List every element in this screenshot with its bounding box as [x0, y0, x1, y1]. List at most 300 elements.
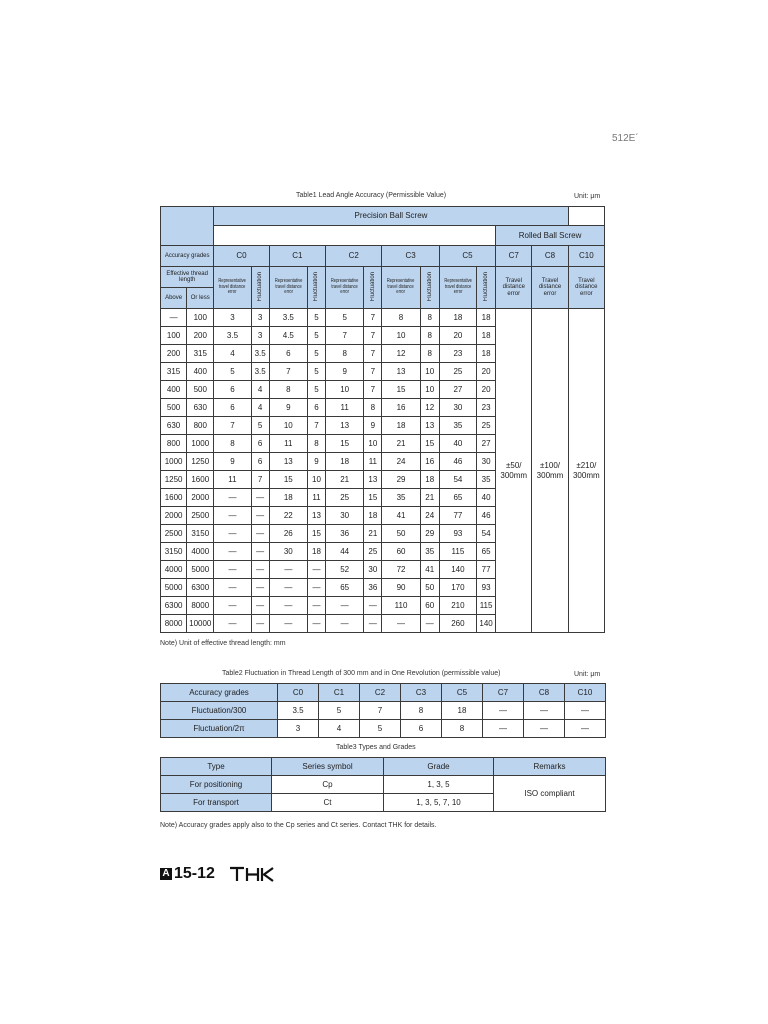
- table-cell: 5: [214, 363, 251, 381]
- table1-corner: [161, 207, 214, 246]
- table-cell: 6: [401, 720, 442, 738]
- above-cell: 3150: [161, 543, 187, 561]
- c2-fluct-header: Fluctuation: [364, 267, 382, 309]
- table-cell: 6: [307, 399, 325, 417]
- c5-fluct-header: Fluctuation: [477, 267, 496, 309]
- table-cell: —: [214, 489, 251, 507]
- table-cell: 24: [420, 507, 439, 525]
- table-cell: 30: [269, 543, 307, 561]
- table-cell: 3.5: [251, 345, 269, 363]
- table-row: [161, 309, 605, 327]
- table-cell: 29: [420, 525, 439, 543]
- grade-header: Grade: [384, 758, 494, 776]
- table-cell: 16: [420, 453, 439, 471]
- table1-unit: Unit: μm: [574, 193, 601, 200]
- grade-c1-header: C1: [269, 246, 325, 267]
- grade-c0-header: C0: [214, 246, 269, 267]
- table-cell: 3: [278, 720, 319, 738]
- table1-body: [161, 309, 605, 633]
- table-cell: 46: [477, 507, 496, 525]
- table-cell: 18: [269, 489, 307, 507]
- table-cell: 60: [382, 543, 420, 561]
- table-cell: 140: [477, 615, 496, 633]
- table-cell: 21: [382, 435, 420, 453]
- table-cell: 7: [269, 363, 307, 381]
- table-cell: 30: [477, 453, 496, 471]
- table-cell: 6: [214, 399, 251, 417]
- table-cell: 20: [477, 363, 496, 381]
- table-cell: 6: [269, 345, 307, 363]
- table-cell: 13: [269, 453, 307, 471]
- grade-positioning: 1, 3, 5: [384, 776, 494, 794]
- above-cell: 1000: [161, 453, 187, 471]
- table-cell: 30: [439, 399, 476, 417]
- table-cell: 3: [251, 327, 269, 345]
- table-cell: 35: [477, 471, 496, 489]
- table-cell: —: [565, 702, 606, 720]
- table2-grade-header: C0: [278, 684, 319, 702]
- or-less-cell: 200: [187, 327, 214, 345]
- or-less-cell: 315: [187, 345, 214, 363]
- table-cell: 30: [326, 507, 364, 525]
- table-cell: 13: [382, 363, 420, 381]
- table-cell: 7: [364, 327, 382, 345]
- table2-caption: Table2 Fluctuation in Thread Length of 300 mm and in One Revolution (permissible value): [222, 670, 501, 677]
- table-cell: —: [307, 579, 325, 597]
- c0-rep-header: Representative travel distance error: [214, 267, 251, 309]
- table-cell: 7: [364, 381, 382, 399]
- table-cell: —: [251, 543, 269, 561]
- above-cell: 1600: [161, 489, 187, 507]
- table-cell: —: [269, 561, 307, 579]
- table-cell: 9: [214, 453, 251, 471]
- rolled-travel-error-c10: ±210/ 300mm: [568, 309, 604, 633]
- table-cell: 6: [251, 453, 269, 471]
- table-cell: 10: [382, 327, 420, 345]
- fluctuation-300-label: Fluctuation/300: [161, 702, 278, 720]
- c1-rep-header: Representative travel distance error: [269, 267, 307, 309]
- table-cell: 15: [382, 381, 420, 399]
- table-cell: 25: [477, 417, 496, 435]
- table-cell: 8: [382, 309, 420, 327]
- table-cell: 7: [214, 417, 251, 435]
- table-cell: 9: [364, 417, 382, 435]
- table-cell: 5: [251, 417, 269, 435]
- table-row: [161, 776, 606, 794]
- table-cell: 40: [439, 435, 476, 453]
- table-cell: —: [307, 597, 325, 615]
- table-cell: 20: [477, 381, 496, 399]
- grade-c5-header: C5: [439, 246, 495, 267]
- table-cell: 8: [214, 435, 251, 453]
- table-cell: 44: [326, 543, 364, 561]
- table-cell: 5: [326, 309, 364, 327]
- table-cell: 11: [307, 489, 325, 507]
- table-cell: 140: [439, 561, 476, 579]
- section-letter-badge: A: [160, 868, 172, 880]
- table-cell: 26: [269, 525, 307, 543]
- or-less-cell: 500: [187, 381, 214, 399]
- table-cell: 65: [326, 579, 364, 597]
- table-cell: —: [307, 615, 325, 633]
- fluctuation-2pi-label: Fluctuation/2π: [161, 720, 278, 738]
- grade-c2-header: C2: [326, 246, 382, 267]
- table-cell: —: [251, 489, 269, 507]
- table-cell: —: [214, 543, 251, 561]
- table2-unit: Unit: μm: [574, 671, 601, 678]
- c5-rep-header: Representative travel distance error: [439, 267, 476, 309]
- or-less-cell: 5000: [187, 561, 214, 579]
- table1-blank-span: [214, 226, 496, 246]
- table-cell: 25: [364, 543, 382, 561]
- table-cell: —: [214, 507, 251, 525]
- table-cell: 10: [420, 381, 439, 399]
- accuracy-grades-label: Accuracy grades: [161, 246, 214, 267]
- table-cell: 54: [477, 525, 496, 543]
- table-cell: 15: [307, 525, 325, 543]
- document-id: 512E´: [612, 133, 639, 144]
- table2-grade-header: C5: [442, 684, 483, 702]
- table-cell: 3.5: [269, 309, 307, 327]
- table-cell: 60: [420, 597, 439, 615]
- table-cell: 11: [269, 435, 307, 453]
- table-cell: 18: [326, 453, 364, 471]
- grade-c8-header: C8: [532, 246, 568, 267]
- types-and-grades-table: [160, 757, 606, 812]
- above-cell: 800: [161, 435, 187, 453]
- or-less-cell: 2500: [187, 507, 214, 525]
- table-cell: 7: [364, 309, 382, 327]
- c3-fluct-header: Fluctuation: [420, 267, 439, 309]
- table-cell: 4: [251, 399, 269, 417]
- table-cell: 13: [420, 417, 439, 435]
- table-cell: 7: [326, 327, 364, 345]
- table1-caption: Table1 Lead Angle Accuracy (Permissible Value): [296, 192, 447, 199]
- table-cell: —: [214, 615, 251, 633]
- table-cell: 35: [382, 489, 420, 507]
- table-cell: —: [214, 525, 251, 543]
- table-cell: 9: [326, 363, 364, 381]
- remarks-header: Remarks: [494, 758, 606, 776]
- or-less-cell: 800: [187, 417, 214, 435]
- c2-rep-header: Representative travel distance error: [326, 267, 364, 309]
- grade-c10-header: C10: [568, 246, 604, 267]
- table-cell: 41: [420, 561, 439, 579]
- table1-blank-cell: [568, 207, 604, 226]
- or-less-cell: 1000: [187, 435, 214, 453]
- rolled-ball-screw-header: Rolled Ball Screw: [496, 226, 605, 246]
- table-cell: —: [214, 579, 251, 597]
- table-cell: 8: [326, 345, 364, 363]
- table-cell: 29: [382, 471, 420, 489]
- table-cell: —: [420, 615, 439, 633]
- table-cell: 20: [439, 327, 476, 345]
- table-cell: 5: [319, 702, 360, 720]
- table-cell: 7: [251, 471, 269, 489]
- table-cell: 41: [382, 507, 420, 525]
- table-cell: 36: [326, 525, 364, 543]
- table-cell: 18: [382, 417, 420, 435]
- precision-ball-screw-header: Precision Ball Screw: [214, 207, 568, 226]
- series-symbol-ct: Ct: [272, 794, 384, 812]
- table-cell: 54: [439, 471, 476, 489]
- table2-grade-header: C1: [319, 684, 360, 702]
- table-cell: 18: [442, 702, 483, 720]
- table-cell: —: [483, 702, 524, 720]
- table-cell: 5: [307, 345, 325, 363]
- table-cell: 4: [251, 381, 269, 399]
- table-cell: 72: [382, 561, 420, 579]
- table-cell: 65: [439, 489, 476, 507]
- table-cell: —: [307, 561, 325, 579]
- table-cell: 8: [420, 309, 439, 327]
- or-less-cell: 100: [187, 309, 214, 327]
- remarks-iso: ISO compliant: [494, 776, 606, 812]
- table-cell: 11: [364, 453, 382, 471]
- table-cell: 36: [364, 579, 382, 597]
- table-cell: —: [364, 597, 382, 615]
- or-less-cell: 1250: [187, 453, 214, 471]
- table-cell: 65: [477, 543, 496, 561]
- table-cell: 8: [307, 435, 325, 453]
- table-cell: 12: [382, 345, 420, 363]
- table-cell: 13: [307, 507, 325, 525]
- above-cell: 8000: [161, 615, 187, 633]
- above-cell: 630: [161, 417, 187, 435]
- table-cell: 11: [326, 399, 364, 417]
- table-cell: 5: [360, 720, 401, 738]
- table-cell: —: [524, 702, 565, 720]
- table-cell: 9: [307, 453, 325, 471]
- or-less-cell: 8000: [187, 597, 214, 615]
- table-cell: 22: [269, 507, 307, 525]
- table-cell: 27: [439, 381, 476, 399]
- table2-grade-header: C7: [483, 684, 524, 702]
- table-cell: 23: [439, 345, 476, 363]
- table-cell: 110: [382, 597, 420, 615]
- table-cell: 27: [477, 435, 496, 453]
- table-cell: 7: [307, 417, 325, 435]
- table-cell: 23: [477, 399, 496, 417]
- table-cell: 3.5: [214, 327, 251, 345]
- above-cell: 5000: [161, 579, 187, 597]
- table-cell: 24: [382, 453, 420, 471]
- table-cell: 35: [439, 417, 476, 435]
- table-cell: 210: [439, 597, 476, 615]
- table-cell: 4.5: [269, 327, 307, 345]
- table-cell: 170: [439, 579, 476, 597]
- or-less-cell: 400: [187, 363, 214, 381]
- or-less-cell: 4000: [187, 543, 214, 561]
- table-cell: 52: [326, 561, 364, 579]
- or-less-cell: 10000: [187, 615, 214, 633]
- table-cell: 10: [326, 381, 364, 399]
- table-cell: 10: [364, 435, 382, 453]
- or-less-cell: 3150: [187, 525, 214, 543]
- table3-caption: Table3 Types and Grades: [336, 744, 416, 751]
- table-cell: 77: [439, 507, 476, 525]
- table-cell: 46: [439, 453, 476, 471]
- table2-accuracy-grades-header: Accuracy grades: [161, 684, 278, 702]
- c1-fluct-header: Fluctuation: [307, 267, 325, 309]
- table-cell: 13: [364, 471, 382, 489]
- table-cell: 40: [477, 489, 496, 507]
- c3-rep-header: Representative travel distance error: [382, 267, 420, 309]
- table-cell: 8: [420, 345, 439, 363]
- table-cell: —: [251, 597, 269, 615]
- above-cell: 6300: [161, 597, 187, 615]
- table-cell: —: [214, 597, 251, 615]
- above-cell: 500: [161, 399, 187, 417]
- above-cell: 100: [161, 327, 187, 345]
- table-cell: 115: [477, 597, 496, 615]
- series-symbol-cp: Cp: [272, 776, 384, 794]
- table-cell: 15: [364, 489, 382, 507]
- above-cell: 400: [161, 381, 187, 399]
- table-cell: 25: [326, 489, 364, 507]
- table-cell: 18: [420, 471, 439, 489]
- table-cell: 77: [477, 561, 496, 579]
- c10-travel-header: Travel distance error: [568, 267, 604, 309]
- grade-transport: 1, 3, 5, 7, 10: [384, 794, 494, 812]
- table-cell: 18: [477, 309, 496, 327]
- table-cell: —: [251, 579, 269, 597]
- table2-grade-header: C8: [524, 684, 565, 702]
- table-cell: —: [524, 720, 565, 738]
- table-cell: 5: [307, 309, 325, 327]
- table-cell: 5: [307, 363, 325, 381]
- table-cell: 8: [269, 381, 307, 399]
- effective-thread-length-label: Effective thread length: [161, 267, 214, 288]
- table-cell: 18: [364, 507, 382, 525]
- table-cell: 8: [442, 720, 483, 738]
- table-cell: 7: [360, 702, 401, 720]
- table2-grade-header: C3: [401, 684, 442, 702]
- table-cell: 10: [307, 471, 325, 489]
- type-transport: For transport: [161, 794, 272, 812]
- table-cell: 9: [269, 399, 307, 417]
- table-cell: 3: [251, 309, 269, 327]
- page-number: 15-12: [174, 865, 215, 882]
- above-cell: 2000: [161, 507, 187, 525]
- table-cell: —: [251, 615, 269, 633]
- table-cell: 15: [420, 435, 439, 453]
- table-row: [161, 702, 606, 720]
- table-cell: 50: [420, 579, 439, 597]
- table-cell: 8: [420, 327, 439, 345]
- table-cell: 15: [326, 435, 364, 453]
- table-cell: 5: [307, 381, 325, 399]
- or-less-cell: 1600: [187, 471, 214, 489]
- table-cell: —: [483, 720, 524, 738]
- or-less-cell: 6300: [187, 579, 214, 597]
- table-cell: 21: [326, 471, 364, 489]
- or-less-cell: 630: [187, 399, 214, 417]
- above-cell: 1250: [161, 471, 187, 489]
- above-cell: 4000: [161, 561, 187, 579]
- table-cell: 10: [269, 417, 307, 435]
- rolled-travel-error-c7: ±50/ 300mm: [496, 309, 532, 633]
- table-row: [161, 720, 606, 738]
- c8-travel-header: Travel distance error: [532, 267, 568, 309]
- table3-note: Note) Accuracy grades apply also to the Cp series and Ct series. Contact THK for details.: [160, 822, 437, 829]
- table-cell: 16: [382, 399, 420, 417]
- above-label: Above: [161, 288, 187, 309]
- table-cell: 18: [307, 543, 325, 561]
- table-cell: 13: [326, 417, 364, 435]
- table-cell: 8: [364, 399, 382, 417]
- table-cell: —: [214, 561, 251, 579]
- table-cell: 93: [439, 525, 476, 543]
- table1-note: Note) Unit of effective thread length: mm: [160, 640, 286, 647]
- table-cell: 260: [439, 615, 476, 633]
- table-cell: 4: [214, 345, 251, 363]
- thk-logo-icon: [229, 866, 275, 882]
- table-cell: —: [382, 615, 420, 633]
- table-cell: 5: [307, 327, 325, 345]
- table-cell: 10: [420, 363, 439, 381]
- table-cell: 25: [439, 363, 476, 381]
- table-cell: —: [565, 720, 606, 738]
- page-footer: [160, 863, 275, 885]
- grade-c7-header: C7: [496, 246, 532, 267]
- table-cell: 6: [214, 381, 251, 399]
- or-less-label: Or less: [187, 288, 214, 309]
- table-cell: 115: [439, 543, 476, 561]
- c7-travel-header: Travel distance error: [496, 267, 532, 309]
- table-cell: —: [364, 615, 382, 633]
- table-cell: —: [269, 579, 307, 597]
- fluctuation-table: [160, 683, 606, 738]
- table-cell: 35: [420, 543, 439, 561]
- table-cell: 21: [364, 525, 382, 543]
- table-cell: 7: [364, 345, 382, 363]
- above-cell: 315: [161, 363, 187, 381]
- table-cell: 18: [439, 309, 476, 327]
- table-cell: —: [251, 507, 269, 525]
- table-cell: —: [326, 615, 364, 633]
- table-cell: —: [269, 615, 307, 633]
- table2-grade-header: C10: [565, 684, 606, 702]
- table-cell: 30: [364, 561, 382, 579]
- table2-grade-header: C2: [360, 684, 401, 702]
- above-cell: 2500: [161, 525, 187, 543]
- table-cell: 18: [477, 327, 496, 345]
- table-cell: 7: [364, 363, 382, 381]
- table-cell: —: [326, 597, 364, 615]
- table-cell: —: [251, 525, 269, 543]
- or-less-cell: 2000: [187, 489, 214, 507]
- above-cell: 200: [161, 345, 187, 363]
- type-positioning: For positioning: [161, 776, 272, 794]
- c0-fluct-header: Fluctuation: [251, 267, 269, 309]
- table-cell: 21: [420, 489, 439, 507]
- lead-angle-accuracy-table: [160, 206, 605, 633]
- table-cell: 8: [401, 702, 442, 720]
- table-cell: 4: [319, 720, 360, 738]
- table-cell: 15: [269, 471, 307, 489]
- above-cell: —: [161, 309, 187, 327]
- type-header: Type: [161, 758, 272, 776]
- table-cell: —: [269, 597, 307, 615]
- grade-c3-header: C3: [382, 246, 439, 267]
- table-cell: 50: [382, 525, 420, 543]
- table-cell: 90: [382, 579, 420, 597]
- table-cell: 3.5: [278, 702, 319, 720]
- rolled-travel-error-c8: ±100/ 300mm: [532, 309, 568, 633]
- table-cell: 3: [214, 309, 251, 327]
- table-cell: —: [251, 561, 269, 579]
